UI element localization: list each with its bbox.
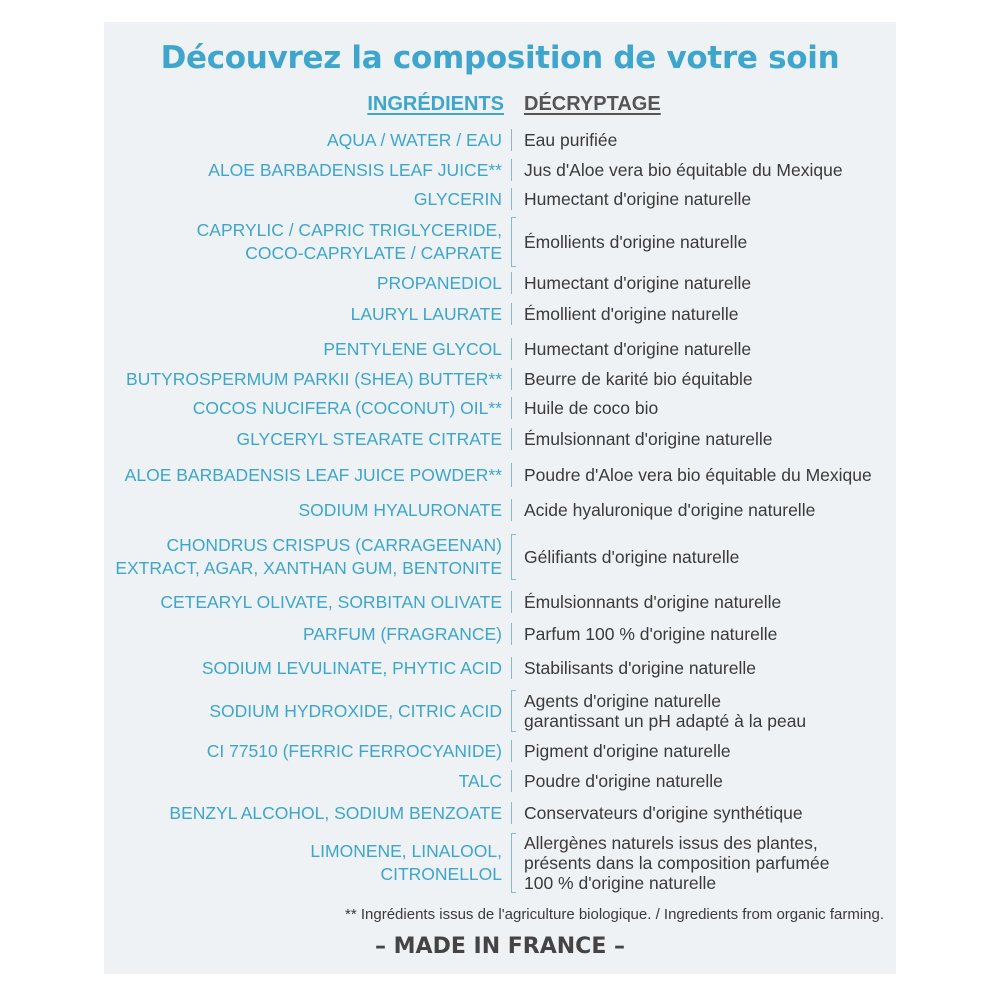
description-line: Acide hyaluronique d'origine naturelle <box>524 500 816 520</box>
ingredient-description <box>524 304 896 324</box>
ingredient-name <box>106 272 502 295</box>
ingredient-description <box>524 624 896 644</box>
description-line: Émulsionnant d'origine naturelle <box>524 429 773 449</box>
description-line: Jus d'Aloe vera bio équitable du Mexique <box>524 160 843 180</box>
ingredient-line: GLYCERYL STEARATE CITRATE <box>236 428 502 449</box>
row-separator <box>511 428 512 450</box>
ingredient-description <box>524 691 896 731</box>
ingredient-line: CAPRYLIC / CAPRIC TRIGLYCERIDE, <box>196 220 502 240</box>
description-line: Stabilisants d'origine naturelle <box>524 658 756 678</box>
ingredient-line: AQUA / WATER / EAU <box>326 129 502 150</box>
ingredient-description <box>524 189 896 209</box>
ingredient-description <box>524 741 896 761</box>
ingredient-description <box>524 232 896 252</box>
ingredient-line: SODIUM HYALURONATE <box>298 499 502 520</box>
row-separator <box>511 591 512 613</box>
ingredient-line: CITRONELLOL <box>380 864 502 884</box>
description-line: Poudre d'Aloe vera bio équitable du Mexique <box>524 465 872 485</box>
ingredient-line: PROPANEDIOL <box>376 272 502 293</box>
ingredient-description <box>524 369 896 389</box>
ingredient-name <box>106 397 502 420</box>
description-line: Huile de coco bio <box>524 398 659 418</box>
description-line: Allergènes naturels issus des plantes, <box>524 833 818 853</box>
ingredient-line: ALOE BARBADENSIS LEAF JUICE POWDER** <box>124 464 502 485</box>
ingredient-name <box>106 657 502 680</box>
ingredient-name <box>106 303 502 326</box>
row-separator <box>511 833 512 893</box>
row-separator <box>511 188 512 210</box>
ingredient-line: PARFUM (FRAGRANCE) <box>303 623 502 644</box>
ingredient-name <box>106 840 502 886</box>
ingredients-column-header: INGRÉDIENTS <box>367 93 504 115</box>
row-separator <box>511 770 512 792</box>
ingredient-description <box>524 160 896 180</box>
description-line: Agents d'origine naturelle <box>524 691 721 711</box>
ingredient-name <box>106 534 502 580</box>
description-line: Eau purifiée <box>524 130 618 150</box>
row-separator <box>511 217 512 267</box>
row-separator <box>511 802 512 824</box>
ingredient-line: CETEARYL OLIVATE, SORBITAN OLIVATE <box>160 591 502 612</box>
ingredient-name <box>106 700 502 723</box>
description-line: Conservateurs d'origine synthétique <box>524 803 803 823</box>
ingredient-name <box>106 740 502 763</box>
description-line: Émollients d'origine naturelle <box>524 232 748 252</box>
row-separator <box>511 463 512 487</box>
ingredient-name <box>106 129 502 152</box>
description-line: Parfum 100 % d'origine naturelle <box>524 624 778 644</box>
row-separator <box>511 623 512 645</box>
description-line: Émulsionnants d'origine naturelle <box>524 592 782 612</box>
row-separator <box>511 397 512 419</box>
ingredient-line: COCOS NUCIFERA (COCONUT) OIL** <box>192 397 502 418</box>
description-line: 100 % d'origine naturelle <box>524 873 717 893</box>
description-line: Pigment d'origine naturelle <box>524 741 731 761</box>
ingredient-line: BUTYROSPERMUM PARKII (SHEA) BUTTER** <box>126 368 502 389</box>
row-separator <box>511 368 512 390</box>
ingredient-line: PENTYLENE GLYCOL <box>323 338 502 359</box>
description-line: Humectant d'origine naturelle <box>524 339 752 359</box>
ingredient-name <box>106 623 502 646</box>
ingredient-line: GLYCERIN <box>413 188 502 209</box>
ingredient-line: CHONDRUS CRISPUS (CARRAGEENAN) <box>166 535 502 555</box>
ingredient-description <box>524 398 896 418</box>
row-separator <box>511 159 512 181</box>
ingredient-line: SODIUM HYDROXIDE, CITRIC ACID <box>209 700 502 721</box>
ingredient-line: TALC <box>458 770 502 791</box>
ingredient-description <box>524 465 896 485</box>
ingredient-line: BENZYL ALCOHOL, SODIUM BENZOATE <box>169 802 502 823</box>
ingredient-line: LIMONENE, LINALOOL, <box>310 841 502 861</box>
ingredient-description <box>524 547 896 567</box>
row-separator <box>511 129 512 151</box>
row-separator <box>511 534 512 580</box>
row-separator <box>511 740 512 762</box>
ingredient-name <box>106 159 502 182</box>
description-line: présents dans la composition parfumée <box>524 853 830 873</box>
description-line: Émollient d'origine naturelle <box>524 304 739 324</box>
description-line: Gélifiants d'origine naturelle <box>524 547 740 567</box>
ingredient-name <box>106 219 502 265</box>
page-title: Découvrez la composition de votre soin <box>160 40 840 76</box>
composition-panel <box>104 22 896 974</box>
ingredient-description <box>524 771 896 791</box>
ingredient-name <box>106 428 502 451</box>
decryptage-column-header: DÉCRYPTAGE <box>524 93 661 115</box>
ingredient-name <box>106 499 502 522</box>
ingredient-description <box>524 833 896 893</box>
ingredient-line: LAURYL LAURATE <box>350 303 502 324</box>
description-line: Humectant d'origine naturelle <box>524 189 752 209</box>
ingredient-description <box>524 429 896 449</box>
ingredient-description <box>524 273 896 293</box>
ingredient-name <box>106 188 502 211</box>
organic-footnote: ** Ingrédients issus de l'agriculture biologique. / Ingredients from organic farming. <box>345 906 884 923</box>
ingredient-line: CI 77510 (FERRIC FERROCYANIDE) <box>206 740 502 761</box>
ingredient-description <box>524 339 896 359</box>
row-separator <box>511 690 512 732</box>
ingredient-line: COCO-CAPRYLATE / CAPRATE <box>245 243 502 263</box>
ingredient-description <box>524 500 896 520</box>
description-line: garantissant un pH adapté à la peau <box>524 711 807 731</box>
ingredient-name <box>106 338 502 361</box>
row-separator <box>511 657 512 679</box>
ingredient-line: SODIUM LEVULINATE, PHYTIC ACID <box>201 657 502 678</box>
description-line: Humectant d'origine naturelle <box>524 273 752 293</box>
description-line: Poudre d'origine naturelle <box>524 771 723 791</box>
row-separator <box>511 338 512 360</box>
description-line: Beurre de karité bio équitable <box>524 369 753 389</box>
row-separator <box>511 499 512 521</box>
ingredient-description <box>524 592 896 612</box>
ingredient-name <box>106 464 502 487</box>
ingredient-line: ALOE BARBADENSIS LEAF JUICE** <box>208 159 502 180</box>
ingredient-name <box>106 591 502 614</box>
ingredient-name <box>106 368 502 391</box>
made-in-france: – MADE IN FRANCE – <box>374 934 626 959</box>
ingredient-description <box>524 803 896 823</box>
row-separator <box>511 272 512 294</box>
ingredient-line: EXTRACT, AGAR, XANTHAN GUM, BENTONITE <box>115 558 502 578</box>
ingredient-name <box>106 770 502 793</box>
ingredient-description <box>524 130 896 150</box>
ingredient-description <box>524 658 896 678</box>
row-separator <box>511 303 512 325</box>
ingredient-name <box>106 802 502 825</box>
